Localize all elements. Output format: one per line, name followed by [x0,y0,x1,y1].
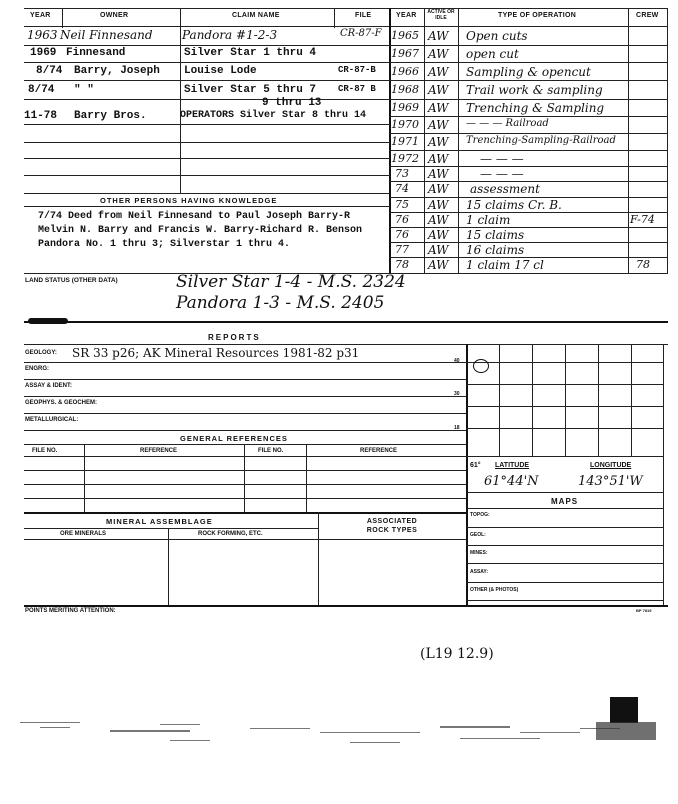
knowledge-line-1: 7/74 Deed from Neil Finnesand to Paul Joseph Barry-R [38,211,351,222]
claim-row-1-file: CR-87-F [340,28,382,39]
op-row-13-year: 76 [395,228,409,241]
claim-row-2-year: 1969 [30,47,57,59]
geology-value: SR 33 p26; AK Mineral Resources 1981-82 p31 [72,346,360,360]
claim-row-3-file: CR-87-B [338,65,376,75]
op-row-15-crew: 78 [636,258,650,271]
op-row-9-year: 73 [395,167,409,180]
knowledge-line-2: Melvin N. Barry and Francis W. Barry-Richard R. Benson [38,225,363,236]
claim-row-5-claim: 9 thru 13 [262,97,322,109]
op-row-12-crew: F-74 [630,213,655,226]
geophys-geochem-label: GEOPHYS. & GEOCHEM: [25,400,98,406]
ore-minerals-label: ORE MINERALS [60,531,107,537]
op-row-12-status: AW [428,213,449,227]
gen-ref-col-file-no-1: FILE NO. [32,448,58,454]
op-row-3-year: 1966 [391,65,419,78]
op-row-1-year: 1965 [391,29,419,42]
general-references-header: GENERAL REFERENCES [180,434,288,443]
op-row-4-type: Trail work & sampling [466,83,603,97]
col-header-year-ops: YEAR [396,12,417,19]
margin-number-1: 40 [454,358,460,364]
geology-label: GEOLOGY: [25,350,57,356]
op-row-10-status: AW [428,182,449,196]
assay-ident-label: ASSAY & IDENT: [25,383,73,389]
op-row-14-year: 77 [395,243,409,256]
claim-row-4-claim: Silver Star 5 thru 7 [184,84,317,96]
associated-rock-types-header: ASSOCIATED ROCK TYPES [366,518,418,534]
op-row-12-type: 1 claim [466,213,511,227]
claim-row-3-year: 8/74 [36,65,63,77]
claim-row-1-owner: Neil Finnesand [60,28,153,42]
location-circle-mark [473,359,489,373]
margin-number-2: 30 [454,391,460,397]
op-row-10-type: assessment [470,182,540,196]
op-row-15-year: 78 [395,258,409,271]
col-header-claim-name: CLAIM NAME [232,12,280,19]
longitude-value: 143°51'W [578,474,643,489]
op-row-5-year: 1969 [391,101,419,114]
claim-row-3-claim: Louise Lode [184,65,257,77]
lat-degree-prefix: 61° [470,462,481,469]
claim-row-6-owner: Barry Bros. [74,110,147,122]
land-status-label: LAND STATUS (OTHER DATA) [25,277,118,284]
scan-noise-strip [20,718,650,748]
gen-ref-col-reference-2: REFERENCE [360,448,398,454]
col-header-crew: CREW [636,12,659,19]
scan-dark-smudge [596,722,656,740]
maps-label: MAPS [551,497,579,506]
op-row-13-type: 15 claims [466,228,525,242]
op-row-4-status: AW [428,83,449,97]
op-row-6-year: 1970 [391,118,419,131]
op-row-9-status: AW [428,167,449,181]
knowledge-line-3: Pandora No. 1 thru 3; Silverstar 1 thru 4. [38,239,291,250]
knowledge-header: OTHER PERSONS HAVING KNOWLEDGE [100,196,278,205]
col-header-file: FILE [355,12,372,19]
claim-row-4-file: CR-87 B [338,84,376,94]
op-row-12-year: 76 [395,213,409,226]
op-row-5-status: AW [428,101,449,115]
col-header-owner: OWNER [100,12,129,19]
claim-row-3-owner: Barry, Joseph [74,65,160,77]
op-row-8-year: 1972 [391,152,419,165]
latitude-label: LATITUDE [495,462,530,469]
op-row-14-status: AW [428,243,449,257]
claim-row-4-owner: " " [74,84,94,96]
op-row-6-status: AW [428,118,449,132]
gen-ref-col-reference-1: REFERENCE [140,448,178,454]
topog-label: TOPOG: [470,512,490,518]
reports-header: REPORTS [208,333,261,342]
op-row-8-type: — — — [480,152,524,166]
op-row-15-type: 1 claim 17 cl [466,258,544,272]
latitude-value: 61°44'N [484,474,539,489]
op-row-2-status: AW [428,47,449,61]
form-number: BP 7819 [636,608,652,613]
col-header-type-of-operation: TYPE OF OPERATION [498,12,577,19]
op-row-11-status: AW [428,198,449,212]
claim-row-6-year: 11-78 [24,110,58,122]
op-row-14-type: 16 claims [466,243,525,257]
op-row-7-status: AW [428,135,449,149]
geol-map-label: GEOL: [470,532,486,538]
engrg-label: ENGRG: [25,366,49,372]
claim-row-1-year: 1963 [27,28,58,42]
claim-row-6-claim: OPERATORS Silver Star 8 thru 14 [180,110,367,121]
col-header-year: YEAR [30,12,51,19]
op-row-3-status: AW [428,65,449,79]
op-row-2-year: 1967 [391,47,419,60]
op-row-8-status: AW [428,152,449,166]
claim-row-1-claim: Pandora #1-2-3 [182,28,278,42]
claim-row-2-owner: Finnesand [66,47,126,59]
op-row-6-type: — — — Railroad [466,118,549,129]
op-row-7-type: Trenching-Sampling-Railroad [466,135,616,146]
claim-row-4-year: 8/74 [28,84,55,96]
op-row-1-type: Open cuts [466,29,528,43]
assay-map-label: ASSAY: [470,569,489,575]
op-row-11-type: 15 claims Cr. B. [466,198,562,212]
points-meriting-attention-label: POINTS MERITING ATTENTION: [25,608,116,614]
op-row-9-type: — — — [480,167,524,181]
mineral-assemblage-header: MINERAL ASSEMBLAGE [106,517,213,526]
scan-black-mark [610,697,638,723]
gen-ref-col-file-no-2: FILE NO. [258,448,284,454]
op-row-7-year: 1971 [391,135,419,148]
op-row-3-type: Sampling & opencut [466,65,591,79]
op-row-13-status: AW [428,228,449,242]
op-row-2-type: open cut [466,47,519,61]
footer-handwritten-note: (L19 12.9) [420,646,494,662]
other-photos-label: OTHER (& PHOTOS) [470,587,519,593]
op-row-4-year: 1968 [391,83,419,96]
rock-forming-label: ROCK FORMING, ETC. [198,531,263,537]
longitude-label: LONGITUDE [590,462,632,469]
mines-label: MINES: [470,550,488,556]
metallurgical-label: METALLURGICAL: [25,417,79,423]
land-status-line-1: Silver Star 1-4 - M.S. 2324 [176,272,406,292]
op-row-10-year: 74 [395,182,409,195]
op-row-15-status: AW [428,258,449,272]
land-status-line-2: Pandora 1-3 - M.S. 2405 [176,293,385,313]
claim-row-2-claim: Silver Star 1 thru 4 [184,47,317,59]
op-row-11-year: 75 [395,198,409,211]
op-row-5-type: Trenching & Sampling [466,101,605,115]
op-row-1-status: AW [428,29,449,43]
margin-number-3: 18 [454,425,460,431]
col-header-active-idle: ACTIVE OR IDLE [427,9,455,21]
